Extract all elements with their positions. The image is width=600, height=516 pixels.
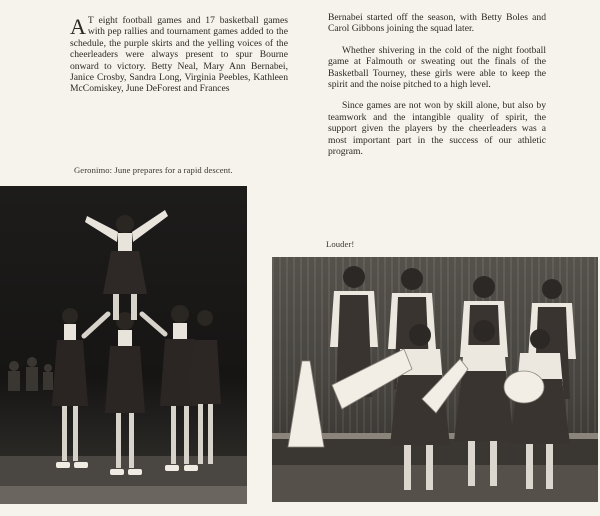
photo-caption-right: Louder!	[326, 239, 355, 249]
article-paragraph	[70, 15, 288, 95]
squad-illustration	[272, 257, 598, 502]
article-column-left	[70, 15, 288, 95]
pyramid-illustration	[0, 186, 247, 504]
photo-cheerleader-pyramid	[0, 186, 247, 504]
photo-cheerleader-squad	[272, 257, 598, 502]
paragraph-text: T eight football games and 17 basketball games with pep rallies and tournament games added to the schedule, the purple skirts and the yelling voices of the cheerleaders were always present to spur Bourne onward to victory. Betty Neal, Mary Ann Bernabei, Janice Crosby, Sandra Long, Virginia Peebles, Kathleen McComiskey, June DeForest and Frances	[70, 15, 288, 95]
article-paragraph: Bernabei started off the season, with Betty Boles and Carol Gibbons joining the squad later.	[328, 12, 546, 35]
article-column-right	[328, 12, 546, 157]
photo-caption-left: Geronimo: June prepares for a rapid descent.	[74, 165, 233, 175]
article-paragraph: Whether shivering in the cold of the night football game at Falmouth or sweating out the finals of the Basketball Tourney, these girls were able to keep the spirit and the noise pitched to a high level.	[328, 44, 546, 91]
drop-cap: A	[70, 14, 86, 39]
article-paragraph: Since games are not won by skill alone, but also by teamwork and the intangible quality of spirit, the support given the players by the cheerleaders was a most important part in the success of our athletic program.	[328, 100, 546, 158]
